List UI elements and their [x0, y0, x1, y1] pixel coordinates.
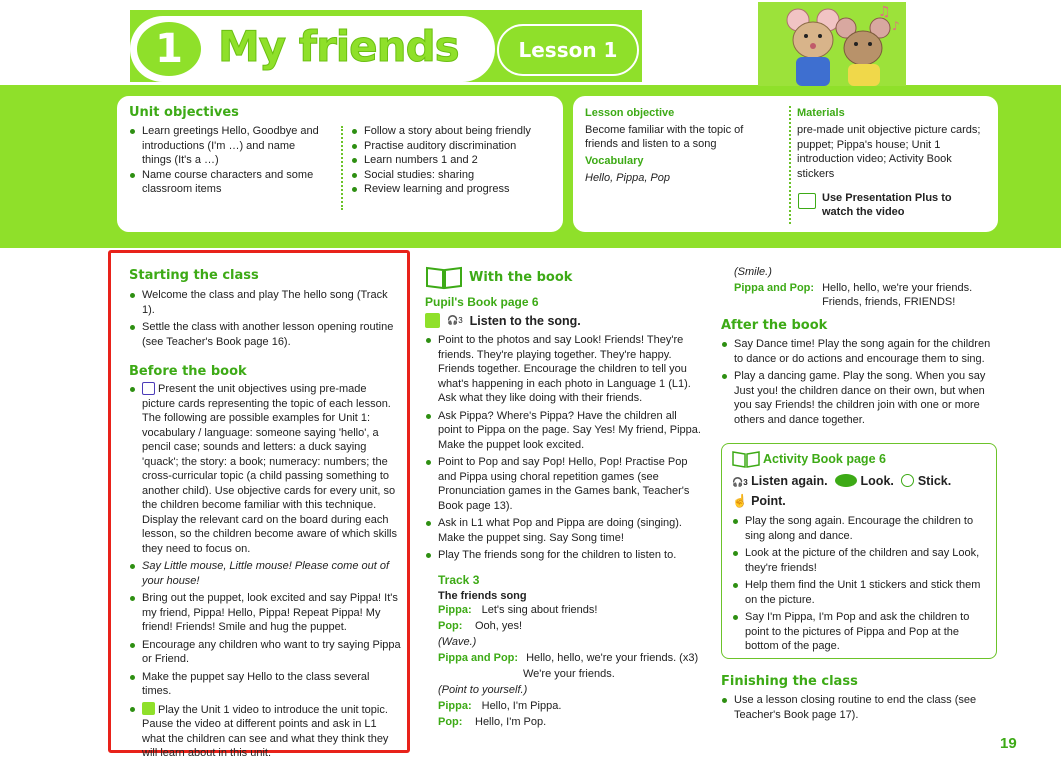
listen-heading	[425, 313, 702, 328]
unit-number: 1	[133, 18, 205, 80]
track-title: Track 3	[438, 572, 480, 587]
after-title: After the book	[721, 318, 828, 333]
look-icon	[835, 474, 857, 487]
list-item	[129, 382, 401, 556]
finishing-title: Finishing the class	[721, 674, 858, 689]
materials-title: Materials	[797, 107, 845, 119]
list-item: Practise auditory discrimination	[351, 139, 556, 154]
stick-icon	[901, 474, 914, 487]
list-item: Use a lesson closing routine to end the class (see Teacher's Book page 17).	[721, 693, 997, 722]
video-icon	[425, 313, 440, 328]
list-item-text: Present the unit objectives using pre-made picture cards representing the topic of each lesson. The following are possible examples for Unit 1: vocabulary / language: someone saying 'hello', a pencil case; sounds and letters: a duck saying 'quack'; the story: a book; numeracy: numbers; the cross-curricular topic (a child passing something to another child). Use objective cards for every unit, so the children become familiar with this technique. Display the relevant card on the board during each lesson, so the children become aware of which skills they need to focus on.	[142, 383, 397, 555]
svg-text:♪: ♪	[892, 19, 900, 33]
listen-title: Listen to the song.	[469, 313, 581, 328]
unit-title: My friends	[218, 22, 459, 71]
track-badge: 3	[458, 316, 463, 325]
with-book-heading	[425, 264, 702, 290]
video-icon	[142, 702, 155, 715]
lyric-line: Pippa and Pop: Hello, hello, we're your friends. (x3)	[438, 651, 699, 664]
activity-book-content	[732, 450, 990, 657]
presentation-plus-text: Use Presentation Plus to watch the video	[822, 192, 952, 218]
lyric-line: Pop: Hello, I'm Pop.	[438, 715, 547, 728]
list-item: Point to the photos and say Look! Friends! They're friends. They're playing together. They're happy. Friends together. Encourage the children to tell you what's happening in each photo in Language 1 (L1). Ask what they like doing with their friends.	[425, 333, 702, 406]
presentation-plus-icon	[798, 193, 816, 209]
list-item: Name course characters and some classroom items	[129, 168, 325, 197]
instruction-look: Look.	[860, 474, 894, 488]
list-item: Ask Pippa? Where's Pippa? Have the children all point to Pippa on the page. Say Yes! My friend, Pippa. Make the puppet look excited.	[425, 409, 702, 453]
lyric-line: (Point to yourself.)	[438, 683, 528, 696]
activity-book-list	[732, 514, 990, 654]
list-item: Point to Pop and say Pop! Hello, Pop! Practise Pop and Pippa using choral repetition games (see Pronunciation games in the Games bank, Teacher's Book page 13).	[425, 455, 702, 513]
unit-objectives-card	[117, 96, 563, 232]
list-item: Social studies: sharing	[351, 168, 556, 183]
starting-list	[129, 288, 401, 349]
instruction-point: Point.	[751, 494, 786, 508]
finishing-list	[721, 693, 997, 722]
instruction-listen: Listen again.	[751, 474, 828, 488]
list-item: Review learning and progress	[351, 182, 556, 197]
list-item: Play the song again. Encourage the children to sing along and dance.	[732, 514, 990, 543]
list-item-text: Play the Unit 1 video to introduce the unit topic. Pause the video at different points and ask in L1 what the children can see and what they think they will learn about in this unit.	[142, 703, 389, 759]
lyric-continuation	[734, 281, 997, 309]
list-item: Learn numbers 1 and 2	[351, 153, 556, 168]
list-item: Say Dance time! Play the song again for the children to dance or do actions and encourage them to sing.	[721, 337, 997, 366]
unit-objectives-list-1	[129, 124, 325, 197]
lyric-line: (Wave.)	[438, 635, 477, 648]
with-book-list	[425, 333, 702, 563]
instruction-stick: Stick.	[917, 474, 952, 488]
unit-objectives-list-2	[351, 124, 556, 197]
list-item: Encourage any children who want to try saying Pippa or Friend.	[129, 638, 401, 667]
unit-objectives-title: Unit objectives	[129, 105, 239, 120]
vocabulary-title: Vocabulary	[585, 155, 644, 167]
speaker: Pippa and Pop:	[734, 282, 815, 294]
right-column	[721, 266, 997, 430]
lyric-line: Pop: Ooh, yes!	[438, 619, 523, 632]
list-item: Follow a story about being friendly	[351, 124, 556, 139]
lyric-line: Pippa: Hello, I'm Pippa.	[438, 699, 562, 712]
divider	[341, 126, 343, 210]
list-item: Ask in L1 what Pop and Pippa are doing (singing). Make the puppet sing. Say Song time!	[425, 516, 702, 545]
after-list	[721, 337, 997, 427]
list-item: Learn greetings Hello, Goodbye and introductions (I'm …) and name things (It's a …)	[129, 124, 325, 168]
activity-book-heading	[732, 450, 990, 468]
before-title: Before the book	[129, 364, 247, 379]
song-title: The friends song	[438, 589, 527, 602]
smile-direction: (Smile.)	[734, 266, 772, 278]
pupils-book-page: Pupil's Book page 6	[425, 295, 539, 309]
list-item: Make the puppet say Hello to the class several times.	[129, 670, 401, 699]
left-column	[129, 268, 401, 764]
lesson-objective-text: Become familiar with the topic of friends and listen to a song	[585, 124, 744, 150]
list-item: Play The friends song for the children to listen to.	[425, 548, 702, 563]
lyric-line: We're your friends.	[523, 667, 615, 680]
point-icon: ☝	[732, 494, 748, 508]
lesson-objective-card	[573, 96, 998, 232]
headphones-icon: 🎧	[732, 477, 744, 487]
list-item	[129, 702, 401, 761]
activity-book-title: Activity Book page 6	[763, 452, 886, 466]
list-item: Welcome the class and play The hello song (Track 1).	[129, 288, 401, 317]
list-item: Help them find the Unit 1 stickers and stick them on the picture.	[732, 578, 990, 607]
objective-card-icon	[142, 382, 155, 395]
with-book-title: With the book	[469, 269, 573, 285]
lyric-line: Pippa: Let's sing about friends!	[438, 603, 598, 616]
lesson-label: Lesson 1	[497, 24, 639, 76]
book-icon	[425, 264, 463, 290]
page-number: 19	[1000, 735, 1017, 752]
materials-text: pre-made unit objective picture cards; puppet; Pippa's house; Unit 1 introduction video; Activity Book stickers	[797, 124, 981, 180]
mice-illustration	[758, 2, 906, 86]
starting-title: Starting the class	[129, 268, 259, 283]
list-item: Look at the picture of the children and say Look, they're friends!	[732, 546, 990, 575]
lyric-text: Hello, hello, we're your friends. Friends, friends, FRIENDS!	[822, 282, 973, 308]
vocabulary-text: Hello, Pippa, Pop	[585, 172, 670, 184]
finishing-section	[721, 674, 997, 725]
list-item: Bring out the puppet, look excited and say Pippa! It's my friend, Pippa! Hello, Pippa! Repeat Pippa! My friend! Friends! Smile and hug the puppet.	[129, 591, 401, 635]
divider	[789, 106, 791, 224]
list-item: Say I'm Pippa, I'm Pop and ask the children to point to the pictures of Pippa and Pop at the bottom of the page.	[732, 610, 990, 654]
activity-instructions	[732, 472, 990, 511]
list-item: Settle the class with another lesson opening routine (see Teacher's Book page 16).	[129, 320, 401, 349]
song-lyrics	[438, 602, 702, 730]
track-badge: 3	[743, 478, 748, 487]
middle-column	[425, 264, 702, 730]
list-item: Play a dancing game. Play the song. When you say Just you! the children dance on their own, but when you say Friends! the children join with one or more others and dance together.	[721, 369, 997, 427]
before-list	[129, 382, 401, 761]
list-item: Say Little mouse, Little mouse! Please come out of your house!	[129, 559, 401, 588]
headphones-icon: 🎧	[447, 315, 459, 325]
svg-text:♫: ♫	[878, 4, 891, 20]
activity-book-icon	[732, 450, 760, 468]
lesson-objective-title: Lesson objective	[585, 107, 675, 119]
